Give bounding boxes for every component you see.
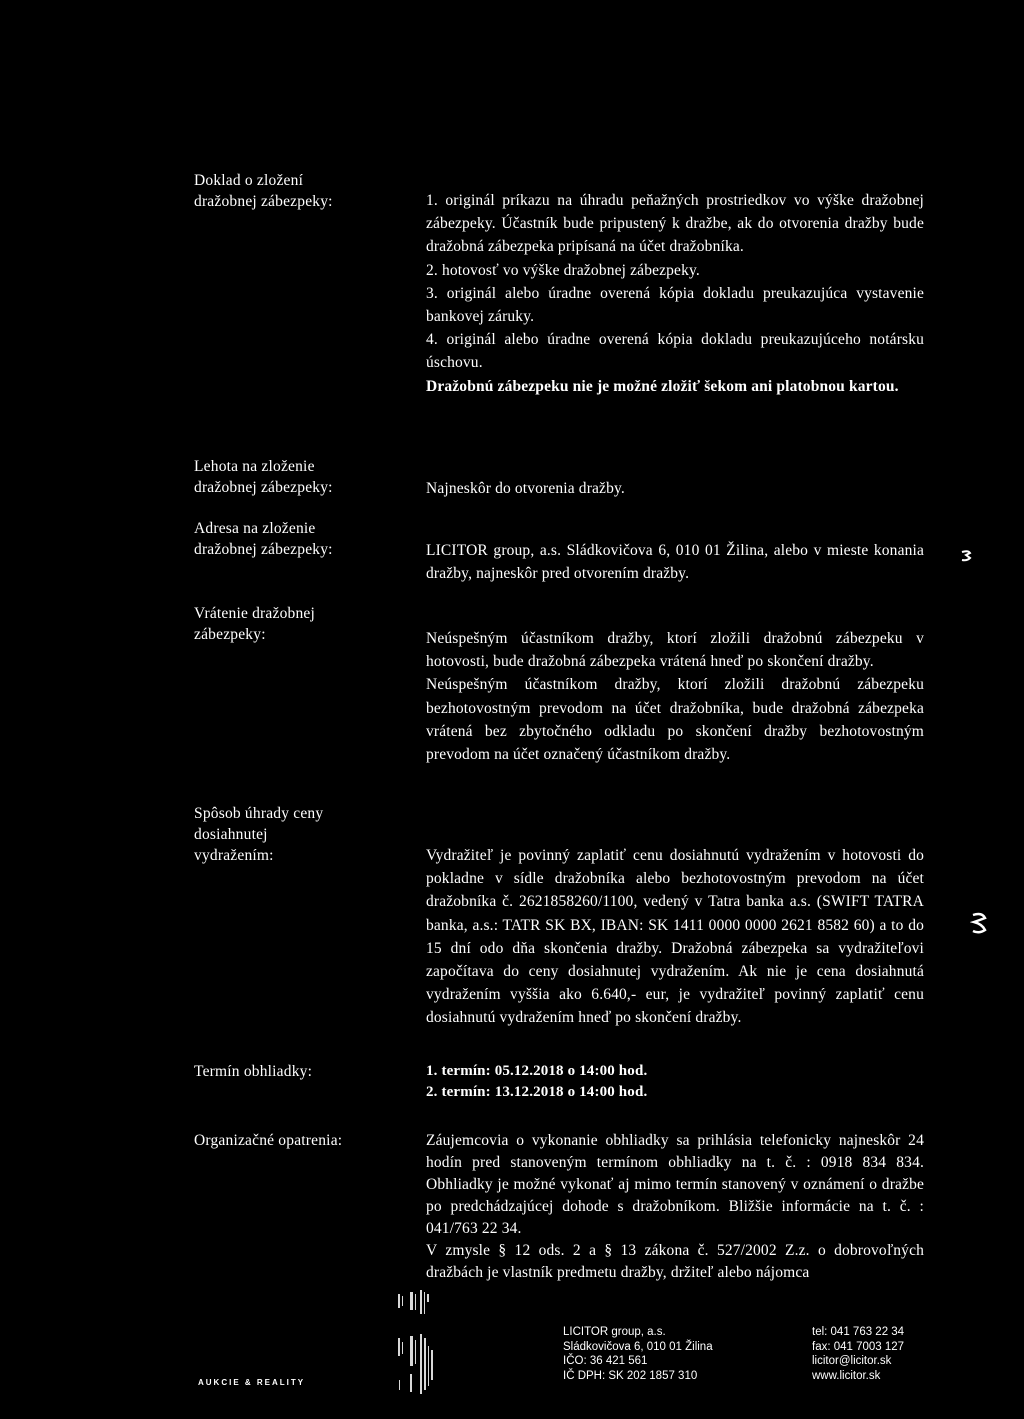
sposob-text: Vydražiteľ je povinný zaplatiť cenu dosiahnutú vydražením v hotovosti do pokladne v sídle dražobníka alebo bezhotovostným prevodom na účet dražobníka č. 2621858260/1100, vedený v Tatra banka a.s. (SWIFT TATRA banka, a.s.: TATR SK BX, IBAN: SK 1411 0000 0000 2621 8582 60) a to do 15 dní odo dňa skončenia dražby. Dražobná zábezpeka sa vydražiteľovi započítava do ceny dosiahnutej vydražením. Ak nie je cena dosiahnutá vydražením vyššia ako 6.640,- eur, je vydražiteľ povinný zaplatiť cenu dosiahnutú vydražením hneď po skončení dražby.	[426, 847, 924, 1027]
logo-text: AUKCIE & REALITY	[198, 1378, 306, 1387]
company-address: Sládkovičova 6, 010 01 Žilina	[563, 1340, 713, 1353]
label-line: Doklad o zložení	[194, 172, 304, 189]
contact-fax: fax: 041 7003 127	[812, 1340, 905, 1353]
logo-mark	[396, 1290, 452, 1400]
label-termin	[194, 1061, 394, 1082]
label-lehota	[194, 456, 394, 498]
doklad-item-4: 4. originál alebo úradne overená kópia dokladu preukazujúceho notársku úschovu.	[426, 331, 924, 372]
termin-item-2: 2. termín: 13.12.2018 o 14:00 hod.	[426, 1084, 648, 1100]
label-line: vydražením:	[194, 847, 274, 864]
company-name: LICITOR group, a.s.	[563, 1326, 666, 1338]
content-doklad	[426, 189, 924, 398]
doklad-note: Dražobnú zábezpeku nie je možné zložiť šekom ani platobnou kartou.	[426, 377, 899, 395]
company-dic: IČ DPH: SK 202 1857 310	[563, 1369, 698, 1382]
label-adresa	[194, 518, 394, 560]
adresa-text: LICITOR group, a.s. Sládkovičova 6, 010 01 Žilina, alebo v mieste konania dražby, najneskôr pred otvorením dražby.	[426, 542, 924, 583]
termin-item-1: 1. termín: 05.12.2018 o 14:00 hod.	[426, 1063, 648, 1079]
doklad-item-1: 1. originál príkazu na úhradu peňažných prostriedkov vo výške dražobnej zábezpeky. Účastník bude pripustený k dražbe, ak do otvorenia dražby bude dražobná zábezpeka pripísaná na účet dražobníka.	[426, 192, 924, 256]
contact-web-link[interactable]: www.licitor.sk	[812, 1369, 881, 1382]
organizacne-paragraph-2: V zmysle § 12 ods. 2 a § 13 zákona č. 527/2002 Z.z. o dobrovoľných dražbách je vlastník predmetu dražby, držiteľ alebo nájomca	[426, 1242, 924, 1281]
label-line: Termín obhliadky:	[194, 1063, 313, 1080]
content-organizacne	[426, 1130, 924, 1284]
scan-mark-icon	[960, 548, 972, 562]
content-adresa	[426, 539, 924, 585]
lehota-text: Najneskôr do otvorenia dražby.	[426, 480, 625, 497]
content-termin	[426, 1061, 924, 1103]
label-line: dražobnej zábezpeky:	[194, 193, 333, 210]
doklad-item-2: 2. hotovosť vo výške dražobnej zábezpeky.	[426, 261, 700, 279]
logo-mark-icon	[396, 1290, 452, 1400]
label-line: Lehota na zloženie	[194, 458, 315, 475]
company-ico: IČO: 36 421 561	[563, 1355, 648, 1367]
vratenie-paragraph-2: Neúspešným účastníkom dražby, ktorí zložili dražobnú zábezpeku bezhotovostným prevodom na účet dražobníka, bude dražobná zábezpeka vrátená bez zbytočného odkladu po skončení dražby bezhotovostným prevodom na účet označený účastníkom dražby.	[426, 676, 924, 764]
content-vratenie	[426, 627, 924, 766]
footer-company	[563, 1325, 713, 1383]
organizacne-paragraph-1: Záujemcovia o vykonanie obhliadky sa prihlásia telefonicky najneskôr 24 hodín pred stanoveným termínom obhliadky na t. č. : 0918 834 834. Obhliadky je možné vykonať aj mimo termín stanovený v oznámení o dražbe po predchádzajúcej dohode s dražobníkom. Bližšie informácie na t. č. : 041/763 22 34.	[426, 1132, 924, 1237]
content-lehota	[426, 477, 924, 500]
content-sposob	[426, 844, 924, 1030]
contact-email-link[interactable]: licitor@licitor.sk	[812, 1355, 892, 1367]
footer-contact	[812, 1325, 904, 1383]
label-line: Spôsob úhrady ceny	[194, 805, 324, 822]
contact-tel: tel: 041 763 22 34	[812, 1326, 905, 1338]
label-sposob	[194, 803, 394, 866]
label-line: Adresa na zloženie	[194, 520, 316, 537]
label-vratenie	[194, 603, 394, 645]
label-organizacne	[194, 1130, 394, 1151]
label-line: dražobnej zábezpeky:	[194, 541, 333, 558]
label-doklad	[194, 170, 394, 212]
label-line: zábezpeky:	[194, 626, 266, 643]
label-line: Vrátenie dražobnej	[194, 605, 316, 622]
label-line: dražobnej zábezpeky:	[194, 479, 333, 496]
vratenie-paragraph-1: Neúspešným účastníkom dražby, ktorí zložili dražobnú zábezpeku v hotovosti, bude dražobná zábezpeka vrátená hneď po skončení dražby.	[426, 630, 924, 671]
label-line: dosiahnutej	[194, 826, 268, 843]
doklad-item-3: 3. originál alebo úradne overená kópia dokladu preukazujúca vystavenie bankovej záruky.	[426, 284, 924, 326]
scan-mark-icon	[970, 910, 988, 936]
label-line: Organizačné opatrenia:	[194, 1132, 343, 1149]
